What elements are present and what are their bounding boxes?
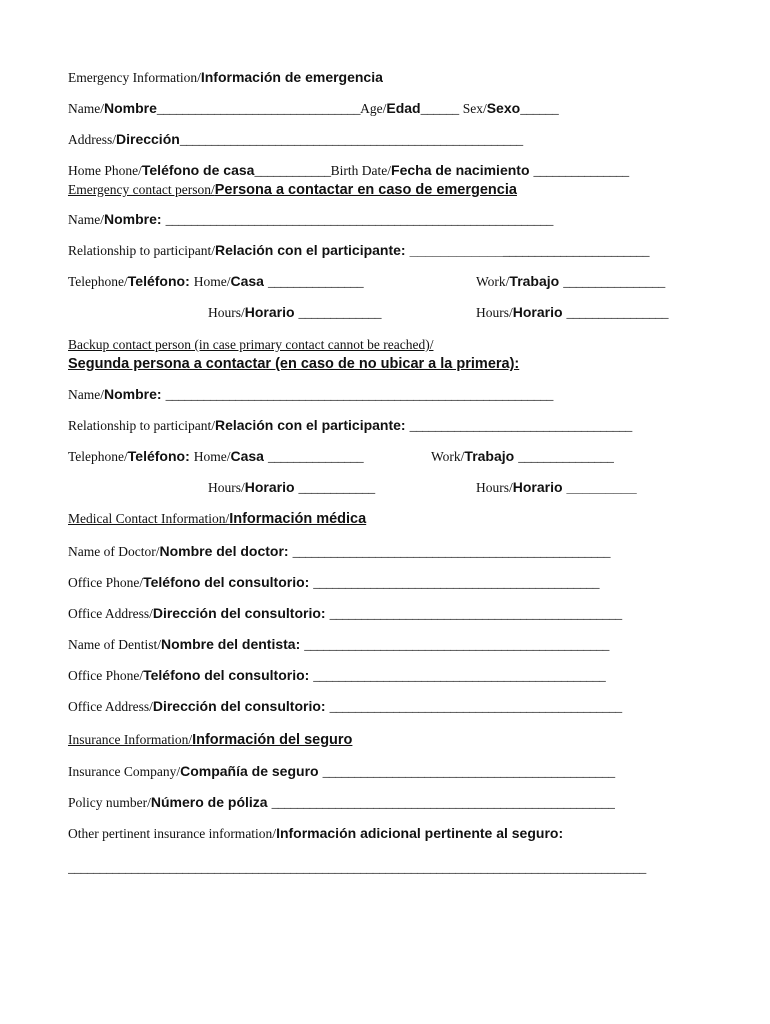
doctor-office-phone-row: Office Phone/Teléfono del consultorio: _____________________________________________	[68, 574, 600, 590]
backup-work-group: Work/Trabajo _______________	[431, 448, 614, 464]
dentist-row: Name of Dentist/Nombre del dentista: ________________________________________________	[68, 636, 610, 652]
primary-relationship-field-ext[interactable]: _______________________	[503, 243, 650, 258]
insurance-heading: Insurance Information/Información del seguro	[68, 732, 353, 748]
dentist-office-phone-row: Office Phone/Teléfono del consultorio: ______________________________________________	[68, 667, 606, 683]
backup-home-phone-field[interactable]: _______________	[267, 449, 364, 464]
backup-contact-heading-es: Segunda persona a contactar (en caso de no ubicar a la primera):	[68, 356, 520, 372]
name-age-sex-row: Name/Nombre________________________________Age/Edad______ Sex/Sexo______	[68, 100, 559, 116]
medical-heading: Medical Contact Information/Información médica	[68, 511, 367, 527]
other-insurance-row: Other pertinent insurance information/Información adicional pertinente al seguro:	[68, 825, 564, 841]
backup-contact-heading: Backup contact person (in case primary contact cannot be reached)/	[68, 337, 434, 352]
primary-work-group: Work/Trabajo ________________	[476, 273, 665, 289]
backup-telephone-row: Telephone/Teléfono: Home/Casa _______________	[68, 448, 364, 464]
backup-work-phone-field[interactable]: _______________	[518, 449, 614, 464]
primary-relationship-row: Relationship to participant/Relación con el participante: ___________________________________	[68, 242, 650, 258]
address-row: Address/Dirección______________________________________________________	[68, 131, 523, 147]
name-field[interactable]: ________________________________	[156, 101, 361, 116]
primary-hours-work: Hours/Horario ________________	[476, 304, 669, 320]
dentist-office-address-row: Office Address/Dirección del consultorio: ______________________________________________	[68, 698, 622, 714]
insurance-company-row: Insurance Company/Compañía de seguro ______________________________________________	[68, 763, 615, 779]
backup-relationship-row: Relationship to participant/Relación con el participante: ___________________________________	[68, 417, 632, 433]
insurance-company-field[interactable]: ______________________________________________	[322, 764, 615, 779]
backup-hours-home-field[interactable]: ____________	[298, 480, 375, 495]
phone-birth-row: Home Phone/Teléfono de casa____________Birth Date/Fecha de nacimiento _______________	[68, 162, 629, 178]
emergency-title: Emergency Information/Información de emergencia	[68, 69, 383, 85]
backup-hours-home: Hours/Horario ____________	[208, 479, 375, 495]
dentist-office-address-field[interactable]: ______________________________________________	[329, 699, 622, 714]
backup-name-field[interactable]: _____________________________________________________________	[165, 387, 553, 402]
sex-field[interactable]: ______	[520, 101, 559, 116]
primary-hours-home: Hours/Horario _____________	[208, 304, 382, 320]
address-field[interactable]: ______________________________________________________	[179, 132, 523, 147]
backup-hours-work: Hours/Horario _________	[476, 479, 637, 495]
dentist-field[interactable]: ________________________________________________	[304, 637, 610, 652]
primary-home-phone-field[interactable]: _______________	[267, 274, 364, 289]
policy-number-field[interactable]: ______________________________________________________	[271, 795, 615, 810]
primary-hours-home-field[interactable]: _____________	[298, 305, 382, 320]
primary-telephone-row: Telephone/Teléfono: Home/Casa _______________	[68, 273, 364, 289]
home-phone-field[interactable]: ____________	[254, 163, 331, 178]
primary-hours-work-field[interactable]: ________________	[566, 305, 669, 320]
other-insurance-line	[68, 860, 704, 876]
dentist-office-phone-field[interactable]: ______________________________________________	[313, 668, 606, 683]
emergency-contact-heading: Emergency contact person/Persona a contactar en caso de emergencia	[68, 182, 517, 198]
primary-name-row: Name/Nombre: _____________________________________________________________	[68, 211, 553, 227]
policy-number-row: Policy number/Número de póliza ______________________________________________________	[68, 794, 615, 810]
backup-relationship-field[interactable]: ___________________________________	[409, 418, 632, 433]
doctor-office-address-row: Office Address/Dirección del consultorio: ______________________________________________	[68, 605, 622, 621]
primary-name-field[interactable]: _____________________________________________________________	[165, 212, 553, 227]
doctor-office-address-field[interactable]: ______________________________________________	[329, 606, 622, 621]
doctor-row: Name of Doctor/Nombre del doctor: __________________________________________________	[68, 543, 611, 559]
other-insurance-field[interactable]: ___________________________________________________________________________________________	[68, 860, 646, 875]
doctor-office-phone-field[interactable]: _____________________________________________	[313, 575, 600, 590]
backup-name-row: Name/Nombre: _____________________________________________________________	[68, 386, 553, 402]
primary-relationship-field[interactable]: ____________	[409, 242, 504, 258]
birth-date-field[interactable]: _______________	[533, 163, 629, 178]
primary-work-phone-field[interactable]: ________________	[563, 274, 665, 289]
age-field[interactable]: ______	[420, 101, 459, 116]
doctor-field[interactable]: __________________________________________________	[292, 544, 611, 559]
backup-hours-work-field[interactable]: _________	[566, 479, 637, 495]
